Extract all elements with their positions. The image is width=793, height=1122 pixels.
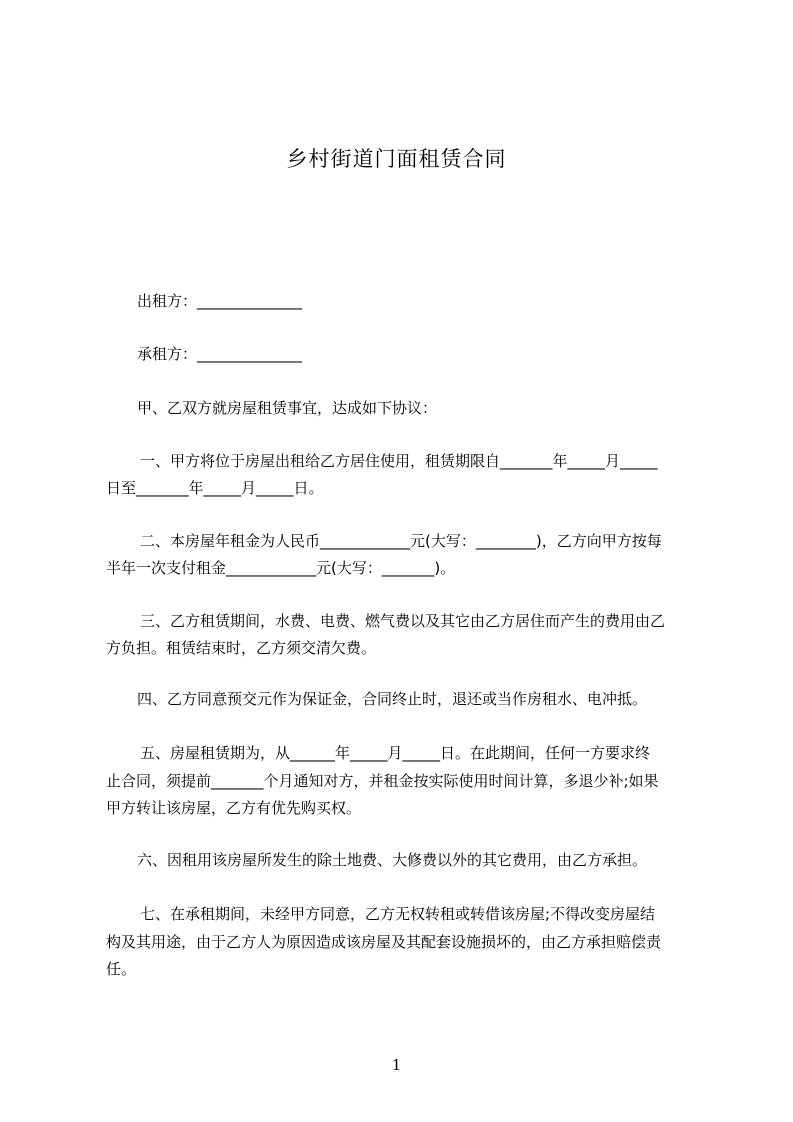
clause-5-line-1: 五、房屋租赁期为，从______年_____月_____日。在此期间，任何一方要求终 bbox=[140, 744, 651, 762]
lessee-line: 承租方：______________ bbox=[137, 345, 303, 363]
clause-2-line-1: 二、本房屋年租金为人民币____________元(大写：________)，乙方向甲方按每 bbox=[140, 532, 662, 550]
clause-4-line-1: 四、乙方同意预交元作为保证金，合同终止时，退还或当作房租水、电冲抵。 bbox=[137, 690, 648, 708]
clause-5-line-2: 止合同，须提前_______个月通知对方，并租金按实际使用时间计算，多退少补;如果 bbox=[106, 772, 659, 790]
clause-3-line-2: 方负担。租赁结束时，乙方须交清欠费。 bbox=[106, 639, 377, 657]
clause-6-line-1: 六、因租用该房屋所发生的除土地费、大修费以外的其它费用，由乙方承担。 bbox=[137, 851, 648, 869]
clause-5-line-3: 甲方转让该房屋，乙方有优先购买权。 bbox=[106, 799, 362, 817]
clause-7-line-3: 任。 bbox=[106, 960, 137, 978]
lessor-line: 出租方：______________ bbox=[137, 292, 303, 310]
contract-title: 乡村街道门面租赁合同 bbox=[286, 147, 507, 171]
clause-7-line-1: 七、在承租期间，未经甲方同意，乙方无权转租或转借该房屋;不得改变房屋结 bbox=[140, 905, 656, 923]
clause-7-line-2: 构及其用途，由于乙方人为原因造成该房屋及其配套设施损坏的，由乙方承担赔偿责 bbox=[106, 933, 662, 951]
clause-2-line-2: 半年一次支付租金____________元(大写：_______)。 bbox=[106, 559, 456, 577]
page-number: 1 bbox=[391, 1056, 402, 1074]
clause-1-line-1: 一、甲方将位于房屋出租给乙方居住使用，租赁期限自_______年_____月_____ bbox=[140, 452, 658, 470]
agreement-intro: 甲、乙双方就房屋租赁事宜，达成如下协议： bbox=[137, 399, 438, 417]
clause-1-line-2: 日至_______年_____月_____日。 bbox=[106, 479, 324, 497]
clause-3-line-1: 三、乙方租赁期间，水费、电费、燃气费以及其它由乙方居住而产生的费用由乙 bbox=[140, 612, 666, 630]
